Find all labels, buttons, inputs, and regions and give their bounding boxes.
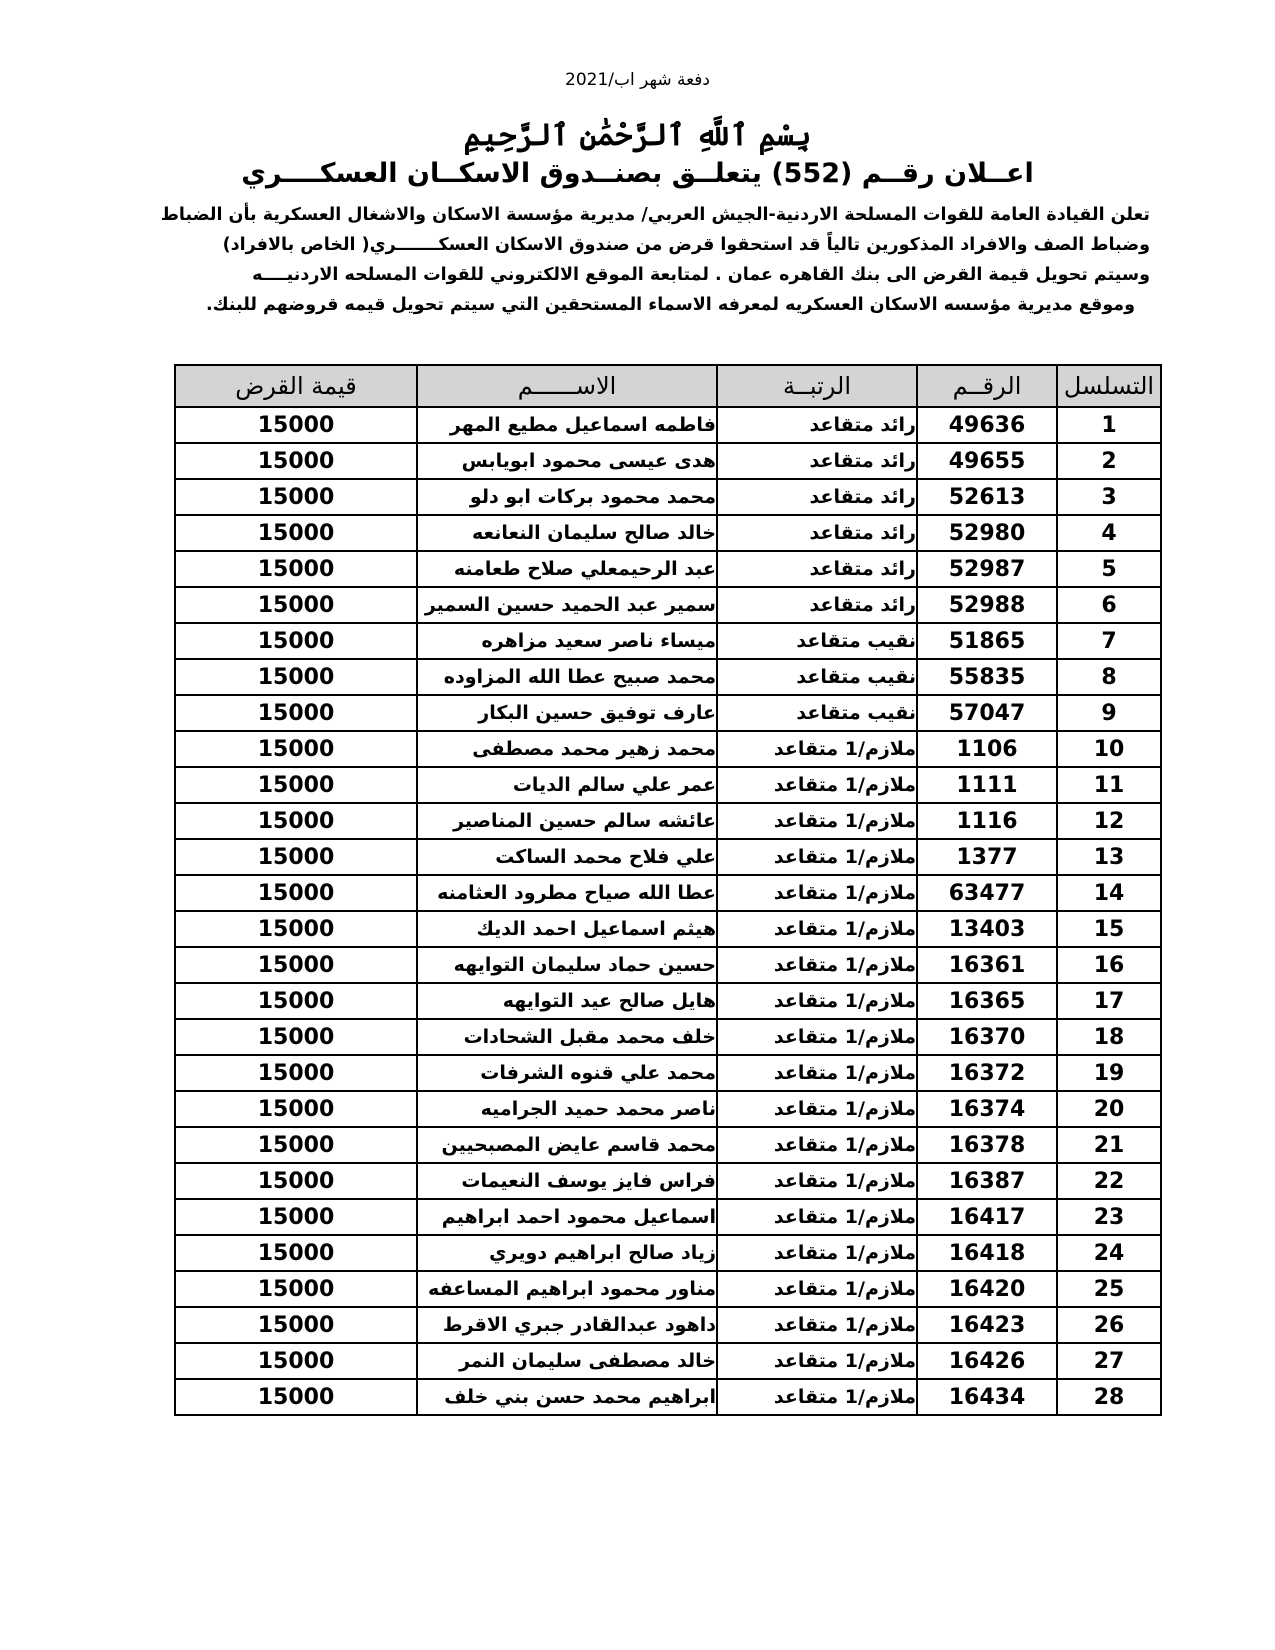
- rank-cell: رائد متقاعد: [717, 407, 917, 443]
- basmala-heading: بِسْمِ ٱللَّهِ ٱلرَّحْمَٰنِ ٱلرَّحِيمِ: [463, 118, 812, 153]
- number-cell: 63477: [917, 875, 1057, 911]
- name-cell: اسماعيل محمود احمد ابراهيم: [417, 1199, 717, 1235]
- name-cell: محمد محمود بركات ابو دلو: [417, 479, 717, 515]
- table-row: [175, 1271, 1161, 1307]
- name-cell: عارف توفيق حسين البكار: [417, 695, 717, 731]
- table-row: [175, 1379, 1161, 1415]
- amount-cell: 15000: [175, 983, 417, 1019]
- table-row: [175, 1199, 1161, 1235]
- serial-cell: 14: [1057, 875, 1161, 911]
- rank-cell: ملازم/1 متقاعد: [717, 911, 917, 947]
- intro-line-1: تعلن القيادة العامة للقوات المسلحة الاردنية-الجيش العربي/ مديرية مؤسسة الاسكان والاشغال العسكرية بأن الضباط: [160, 205, 1150, 225]
- name-cell: عطا الله صياح مطرود العثامنه: [417, 875, 717, 911]
- serial-cell: 3: [1057, 479, 1161, 515]
- number-cell: 16418: [917, 1235, 1057, 1271]
- number-cell: 1111: [917, 767, 1057, 803]
- name-cell: عبد الرحيمعلي صلاح طعامنه: [417, 551, 717, 587]
- serial-cell: 10: [1057, 731, 1161, 767]
- rank-cell: ملازم/1 متقاعد: [717, 1271, 917, 1307]
- number-cell: 16417: [917, 1199, 1057, 1235]
- table-row: [175, 875, 1161, 911]
- table-row: [175, 1235, 1161, 1271]
- amount-cell: 15000: [175, 659, 417, 695]
- intro-line-3: وسيتم تحويل قيمة القرض الى بنك القاهره عمان . لمتابعة الموقع الالكتروني للقوات المسلحه الاردنيــــه: [252, 265, 1150, 285]
- amount-cell: 15000: [175, 911, 417, 947]
- name-cell: فراس فايز يوسف النعيمات: [417, 1163, 717, 1199]
- rank-cell: رائد متقاعد: [717, 515, 917, 551]
- serial-cell: 1: [1057, 407, 1161, 443]
- serial-cell: 19: [1057, 1055, 1161, 1091]
- name-cell: زياد صالح ابراهيم دويري: [417, 1235, 717, 1271]
- rank-cell: رائد متقاعد: [717, 551, 917, 587]
- amount-cell: 15000: [175, 875, 417, 911]
- serial-cell: 20: [1057, 1091, 1161, 1127]
- table-row: [175, 911, 1161, 947]
- table-row: [175, 479, 1161, 515]
- rank-cell: ملازم/1 متقاعد: [717, 767, 917, 803]
- rank-cell: ملازم/1 متقاعد: [717, 839, 917, 875]
- name-cell: عائشه سالم حسين المناصير: [417, 803, 717, 839]
- loan-recipients-table: [174, 364, 1162, 1416]
- table-row: [175, 1343, 1161, 1379]
- serial-cell: 17: [1057, 983, 1161, 1019]
- amount-cell: 15000: [175, 443, 417, 479]
- number-cell: 52980: [917, 515, 1057, 551]
- table-body: [175, 407, 1161, 1415]
- announcement-body: [160, 200, 1150, 320]
- name-cell: ابراهيم محمد حسن بني خلف: [417, 1379, 717, 1415]
- name-cell: هايل صالح عيد التوايهه: [417, 983, 717, 1019]
- name-cell: فاطمه اسماعيل مطيع المهر: [417, 407, 717, 443]
- serial-cell: 25: [1057, 1271, 1161, 1307]
- name-cell: محمد قاسم عايض المصبحيين: [417, 1127, 717, 1163]
- number-cell: 51865: [917, 623, 1057, 659]
- serial-cell: 13: [1057, 839, 1161, 875]
- table-row: [175, 659, 1161, 695]
- serial-cell: 16: [1057, 947, 1161, 983]
- serial-cell: 24: [1057, 1235, 1161, 1271]
- name-cell: ناصر محمد حميد الجراميه: [417, 1091, 717, 1127]
- number-cell: 49655: [917, 443, 1057, 479]
- amount-cell: 15000: [175, 1019, 417, 1055]
- number-cell: 1377: [917, 839, 1057, 875]
- amount-cell: 15000: [175, 947, 417, 983]
- table-row: [175, 1307, 1161, 1343]
- number-cell: 52613: [917, 479, 1057, 515]
- serial-cell: 15: [1057, 911, 1161, 947]
- table-row: [175, 983, 1161, 1019]
- rank-cell: ملازم/1 متقاعد: [717, 803, 917, 839]
- name-cell: محمد صبيح عطا الله المزاوده: [417, 659, 717, 695]
- table-row: [175, 839, 1161, 875]
- amount-cell: 15000: [175, 1091, 417, 1127]
- serial-cell: 27: [1057, 1343, 1161, 1379]
- number-cell: 55835: [917, 659, 1057, 695]
- rank-cell: ملازم/1 متقاعد: [717, 1307, 917, 1343]
- rank-cell: ملازم/1 متقاعد: [717, 1163, 917, 1199]
- header-name: الاســــــم: [417, 365, 717, 407]
- rank-cell: ملازم/1 متقاعد: [717, 875, 917, 911]
- number-cell: 16370: [917, 1019, 1057, 1055]
- amount-cell: 15000: [175, 731, 417, 767]
- table-row: [175, 767, 1161, 803]
- serial-cell: 2: [1057, 443, 1161, 479]
- table-row: [175, 1055, 1161, 1091]
- amount-cell: 15000: [175, 551, 417, 587]
- name-cell: حسين حماد سليمان التوايهه: [417, 947, 717, 983]
- serial-cell: 22: [1057, 1163, 1161, 1199]
- name-cell: محمد زهير محمد مصطفى: [417, 731, 717, 767]
- intro-line-2: وضباط الصف والافراد المذكورين تالياً قد استحقوا قرض من صندوق الاسكان العسكـــــــري( الخاص بالافراد): [222, 235, 1150, 255]
- rank-cell: ملازم/1 متقاعد: [717, 1019, 917, 1055]
- serial-cell: 5: [1057, 551, 1161, 587]
- rank-cell: ملازم/1 متقاعد: [717, 731, 917, 767]
- amount-cell: 15000: [175, 1271, 417, 1307]
- number-cell: 52987: [917, 551, 1057, 587]
- number-cell: 16420: [917, 1271, 1057, 1307]
- amount-cell: 15000: [175, 623, 417, 659]
- number-cell: 16426: [917, 1343, 1057, 1379]
- name-cell: هدى عيسى محمود ابويابس: [417, 443, 717, 479]
- table-row: [175, 1091, 1161, 1127]
- name-cell: خلف محمد مقبل الشحادات: [417, 1019, 717, 1055]
- name-cell: محمد علي قنوه الشرفات: [417, 1055, 717, 1091]
- amount-cell: 15000: [175, 839, 417, 875]
- rank-cell: ملازم/1 متقاعد: [717, 1199, 917, 1235]
- serial-cell: 26: [1057, 1307, 1161, 1343]
- table-header-row: [175, 365, 1161, 407]
- name-cell: ميساء ناصر سعيد مزاهره: [417, 623, 717, 659]
- amount-cell: 15000: [175, 1307, 417, 1343]
- header-amount: قيمة القرض: [175, 365, 417, 407]
- amount-cell: 15000: [175, 407, 417, 443]
- serial-cell: 9: [1057, 695, 1161, 731]
- serial-cell: 21: [1057, 1127, 1161, 1163]
- header-number: الرقــم: [917, 365, 1057, 407]
- serial-cell: 28: [1057, 1379, 1161, 1415]
- name-cell: سمير عبد الحميد حسين السمير: [417, 587, 717, 623]
- serial-cell: 23: [1057, 1199, 1161, 1235]
- name-cell: خالد مصطفى سليمان النمر: [417, 1343, 717, 1379]
- number-cell: 16365: [917, 983, 1057, 1019]
- number-cell: 49636: [917, 407, 1057, 443]
- amount-cell: 15000: [175, 695, 417, 731]
- number-cell: 16423: [917, 1307, 1057, 1343]
- rank-cell: ملازم/1 متقاعد: [717, 1091, 917, 1127]
- name-cell: عمر علي سالم الديات: [417, 767, 717, 803]
- table-row: [175, 731, 1161, 767]
- rank-cell: نقيب متقاعد: [717, 623, 917, 659]
- number-cell: 16372: [917, 1055, 1057, 1091]
- announcement-title: اعــلان رقــم (552) يتعلــق بصنــدوق الاسكــان العسكــــري: [241, 158, 1034, 189]
- serial-cell: 8: [1057, 659, 1161, 695]
- amount-cell: 15000: [175, 767, 417, 803]
- table-row: [175, 695, 1161, 731]
- amount-cell: 15000: [175, 1379, 417, 1415]
- number-cell: 1116: [917, 803, 1057, 839]
- table-row: [175, 947, 1161, 983]
- rank-cell: رائد متقاعد: [717, 443, 917, 479]
- rank-cell: ملازم/1 متقاعد: [717, 947, 917, 983]
- header-rank: الرتبــة: [717, 365, 917, 407]
- name-cell: داهود عبدالقادر جبري الاقرط: [417, 1307, 717, 1343]
- number-cell: 16378: [917, 1127, 1057, 1163]
- amount-cell: 15000: [175, 803, 417, 839]
- rank-cell: ملازم/1 متقاعد: [717, 1127, 917, 1163]
- intro-line-4: وموقع مديرية مؤسسه الاسكان العسكريه لمعرفه الاسماء المستحقين التي سيتم تحويل قيمه قروضهم للبنك.: [205, 295, 1135, 315]
- amount-cell: 15000: [175, 1199, 417, 1235]
- serial-cell: 4: [1057, 515, 1161, 551]
- amount-cell: 15000: [175, 1235, 417, 1271]
- rank-cell: ملازم/1 متقاعد: [717, 983, 917, 1019]
- number-cell: 13403: [917, 911, 1057, 947]
- table-row: [175, 1019, 1161, 1055]
- number-cell: 16374: [917, 1091, 1057, 1127]
- serial-cell: 12: [1057, 803, 1161, 839]
- name-cell: علي فلاح محمد الساكت: [417, 839, 717, 875]
- amount-cell: 15000: [175, 1343, 417, 1379]
- rank-cell: رائد متقاعد: [717, 479, 917, 515]
- rank-cell: ملازم/1 متقاعد: [717, 1343, 917, 1379]
- amount-cell: 15000: [175, 1127, 417, 1163]
- amount-cell: 15000: [175, 1163, 417, 1199]
- rank-cell: ملازم/1 متقاعد: [717, 1379, 917, 1415]
- table-row: [175, 1127, 1161, 1163]
- header-serial: التسلسل: [1057, 365, 1161, 407]
- rank-cell: نقيب متقاعد: [717, 695, 917, 731]
- name-cell: مناور محمود ابراهيم المساعفه: [417, 1271, 717, 1307]
- number-cell: 57047: [917, 695, 1057, 731]
- number-cell: 1106: [917, 731, 1057, 767]
- serial-cell: 18: [1057, 1019, 1161, 1055]
- batch-label: دفعة شهر اب/2021: [565, 70, 710, 90]
- rank-cell: نقيب متقاعد: [717, 659, 917, 695]
- rank-cell: ملازم/1 متقاعد: [717, 1235, 917, 1271]
- name-cell: هيثم اسماعيل احمد الديك: [417, 911, 717, 947]
- serial-cell: 11: [1057, 767, 1161, 803]
- number-cell: 52988: [917, 587, 1057, 623]
- amount-cell: 15000: [175, 479, 417, 515]
- name-cell: خالد صالح سليمان النعانعه: [417, 515, 717, 551]
- amount-cell: 15000: [175, 1055, 417, 1091]
- number-cell: 16361: [917, 947, 1057, 983]
- rank-cell: رائد متقاعد: [717, 587, 917, 623]
- table-row: [175, 407, 1161, 443]
- table-row: [175, 1163, 1161, 1199]
- serial-cell: 7: [1057, 623, 1161, 659]
- table-row: [175, 515, 1161, 551]
- number-cell: 16434: [917, 1379, 1057, 1415]
- table-row: [175, 551, 1161, 587]
- amount-cell: 15000: [175, 587, 417, 623]
- table-row: [175, 443, 1161, 479]
- rank-cell: ملازم/1 متقاعد: [717, 1055, 917, 1091]
- number-cell: 16387: [917, 1163, 1057, 1199]
- serial-cell: 6: [1057, 587, 1161, 623]
- table-row: [175, 803, 1161, 839]
- table-row: [175, 623, 1161, 659]
- amount-cell: 15000: [175, 515, 417, 551]
- table-row: [175, 587, 1161, 623]
